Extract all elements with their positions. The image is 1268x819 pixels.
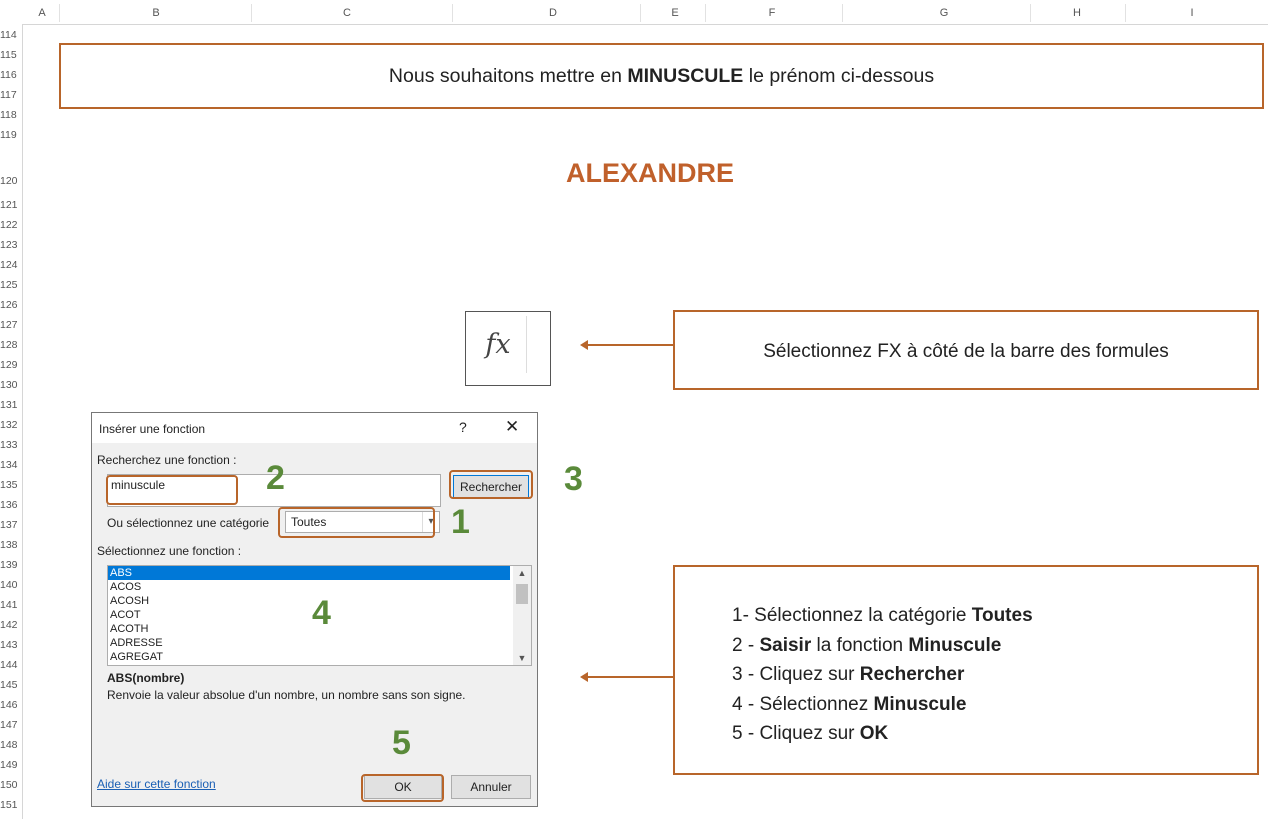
column-i[interactable]: I [1190,7,1194,19]
scroll-down-icon[interactable]: ▼ [517,653,527,663]
row-132[interactable]: 132 [0,419,18,431]
row-146[interactable]: 146 [0,699,18,711]
row-140[interactable]: 140 [0,579,18,591]
row-133[interactable]: 133 [0,439,18,451]
arrow-to-fx [584,344,674,346]
row-143[interactable]: 143 [0,639,18,651]
row-124[interactable]: 124 [0,259,18,271]
step-number-1: 1 [451,503,470,541]
list-item[interactable]: ACOT [110,609,141,621]
row-115[interactable]: 115 [0,49,17,61]
help-icon[interactable]: ? [459,419,467,435]
row-138[interactable]: 138 [0,539,18,551]
column-b[interactable]: B [152,7,160,19]
instructions-list [732,601,1033,749]
instruction-5: 5 - Cliquez sur OK [732,723,889,744]
search-label: Recherchez une fonction : [97,453,237,467]
row-122[interactable]: 122 [0,219,18,231]
scroll-thumb[interactable] [516,584,528,604]
cancel-button[interactable]: Annuler [451,775,531,799]
row-147[interactable]: 147 [0,719,18,731]
search-input-highlight [106,475,238,505]
header-note: Nous souhaitons mettre en MINUSCULE le prénom ci-dessous [388,65,935,87]
row-114[interactable]: 114 [0,29,17,41]
help-link[interactable]: Aide sur cette fonction [97,777,216,791]
column-e[interactable]: E [671,7,679,19]
search-button[interactable]: Rechercher [453,475,529,499]
scroll-up-icon[interactable]: ▲ [517,568,527,578]
row-125[interactable]: 125 [0,279,18,291]
ok-button[interactable]: OK [364,775,442,799]
select-function-label: Sélectionnez une fonction : [97,544,242,558]
row-129[interactable]: 129 [0,359,18,371]
list-scrollbar[interactable] [513,566,531,665]
dialog-title: Insérer une fonction [99,422,206,436]
column-a[interactable]: A [38,7,46,19]
row-148[interactable]: 148 [0,739,18,751]
search-input-value: minuscule [111,478,166,492]
step-number-3: 3 [564,460,583,498]
column-g[interactable]: G [939,7,949,19]
category-label: Ou sélectionnez une catégorie [107,516,270,530]
row-145[interactable]: 145 [0,679,18,691]
dialog-titlebar [92,413,537,443]
row-144[interactable]: 144 [0,659,18,671]
fx-note: Sélectionnez FX à côté de la barre des formules [763,341,1169,362]
column-c[interactable]: C [343,7,351,19]
instruction-2: 2 - Saisir la fonction Minuscule [732,634,1002,656]
row-130[interactable]: 130 [0,379,18,391]
row-139[interactable]: 139 [0,559,18,571]
instruction-3: 3 - Cliquez sur Rechercher [732,664,965,685]
list-item[interactable]: AGREGAT [110,651,163,663]
row-150[interactable]: 150 [0,779,18,791]
row-131[interactable]: 131 [0,399,18,411]
row-151[interactable]: 151 [0,799,18,811]
instruction-1: 1- Sélectionnez la catégorie Toutes [732,605,1033,626]
row-116[interactable]: 116 [0,69,17,81]
step-number-4: 4 [312,594,331,632]
row-120[interactable]: 120 [0,175,18,187]
list-item[interactable]: ACOS [110,581,142,593]
search-button-highlight [449,470,533,499]
row-136[interactable]: 136 [0,499,18,511]
list-item[interactable]: ABS [108,566,510,580]
row-141[interactable]: 141 [0,599,18,611]
close-icon[interactable]: ✕ [505,417,520,436]
fx-button-image[interactable] [465,311,551,386]
row-142[interactable]: 142 [0,619,18,631]
row-137[interactable]: 137 [0,519,18,531]
column-header [0,0,1268,25]
row-121[interactable]: 121 [0,199,18,211]
column-d[interactable]: D [549,7,557,19]
list-item[interactable]: ACOTH [110,623,149,635]
row-127[interactable]: 127 [0,319,18,331]
category-highlight [278,507,435,538]
row-149[interactable]: 149 [0,759,18,771]
step-number-5: 5 [392,724,411,762]
instruction-4: 4 - Sélectionnez Minuscule [732,693,967,715]
row-126[interactable]: 126 [0,299,18,311]
row-117[interactable]: 117 [0,89,17,101]
instructions-box[interactable] [673,565,1259,775]
row-128[interactable]: 128 [0,339,18,351]
row-123[interactable]: 123 [0,239,18,251]
function-description: Renvoie la valeur absolue d'un nombre, un nombre sans son signe. [107,688,466,702]
name-cell[interactable]: ALEXANDRE [565,158,734,188]
list-item[interactable]: ADRESSE [110,637,163,649]
fx-icon[interactable]: fx [470,316,527,373]
function-signature: ABS(nombre) [107,671,185,685]
row-134[interactable]: 134 [0,459,18,471]
list-item[interactable]: ACOSH [110,595,150,607]
step-number-2: 2 [266,459,285,497]
chevron-down-icon[interactable]: ▾ [422,512,439,532]
row-135[interactable]: 135 [0,479,18,491]
category-select-value: Toutes [291,515,327,529]
column-f[interactable]: F [768,7,776,19]
fx-note-box[interactable] [673,310,1259,390]
row-118[interactable]: 118 [0,109,17,121]
column-h[interactable]: H [1073,7,1081,19]
ok-button-highlight [361,774,444,802]
arrow-to-dialog [584,676,674,678]
header-note-box[interactable] [59,43,1264,109]
row-119[interactable]: 119 [0,129,17,141]
row-header [0,24,23,819]
